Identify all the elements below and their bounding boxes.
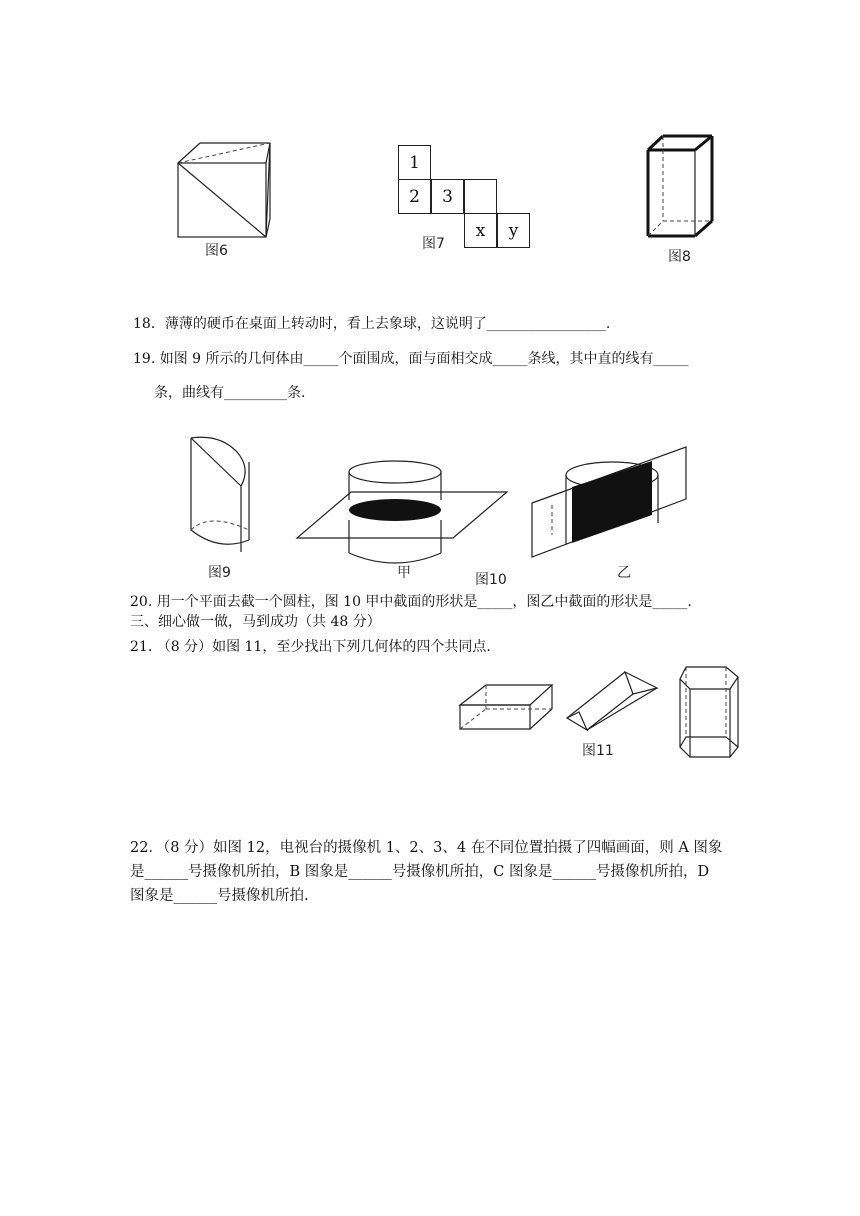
net-cell-2: 2: [398, 179, 431, 214]
figure-7-net: [398, 145, 533, 250]
figure-11-box: [458, 683, 558, 733]
figure-10-yi-vertical-cut: [528, 445, 693, 560]
figure-10-caption: 图10: [475, 572, 507, 588]
figure-11-hexagonal-prism: [676, 663, 746, 763]
question-21: 21. （8 分）如图 11，至少找出下列几何体的四个共同点.: [130, 639, 491, 655]
figure-10-yi-label: 乙: [617, 565, 631, 581]
figure-11-triangular-prism: [563, 668, 663, 738]
figure-10-jia-label: 甲: [397, 565, 411, 581]
figure-6-cube: [170, 135, 280, 245]
figure-9-caption: 图9: [208, 565, 231, 581]
question-19-line-2: 条，曲线有_________条.: [154, 385, 306, 401]
figure-7-caption: 图7: [422, 236, 445, 252]
net-cell-y: y: [497, 213, 530, 248]
section-3-heading: 三、细心做一做，马到成功（共 48 分）: [130, 614, 381, 630]
question-20: 20. 用一个平面去截一个圆柱，图 10 甲中截面的形状是_____，图乙中截面的形状是_____.: [130, 594, 692, 610]
figure-8-caption: 图8: [668, 249, 691, 265]
question-22-line-2: 是______号摄像机所拍，B 图象是______号摄像机所拍，C 图象是______号摄像机所拍，D: [130, 864, 710, 880]
figure-8-prism: [645, 133, 725, 248]
figure-10-jia-horizontal-cut: [295, 458, 515, 568]
net-cell-blank: [464, 179, 497, 214]
question-22-line-1: 22．（8 分）如图 12，电视台的摄像机 1、2、3、4 在不同位置拍摄了四幅画面，则 A 图象: [130, 840, 723, 856]
question-19-line-1: 19. 如图 9 所示的几何体由_____个面围成，面与面相交成_____条线，其中直的线有_____: [133, 351, 689, 367]
figure-11-caption: 图11: [582, 743, 614, 759]
net-cell-1: 1: [398, 145, 431, 180]
question-22-line-3: 图象是______号摄像机所拍.: [130, 888, 309, 904]
question-18: 18．薄薄的硬币在桌面上转动时，看上去象球，这说明了_________________.: [133, 316, 611, 332]
figure-9-half-cylinder: [185, 432, 265, 562]
net-cell-x: x: [464, 213, 497, 248]
net-cell-3: 3: [431, 179, 464, 214]
figure-6-caption: 图6: [205, 243, 228, 259]
